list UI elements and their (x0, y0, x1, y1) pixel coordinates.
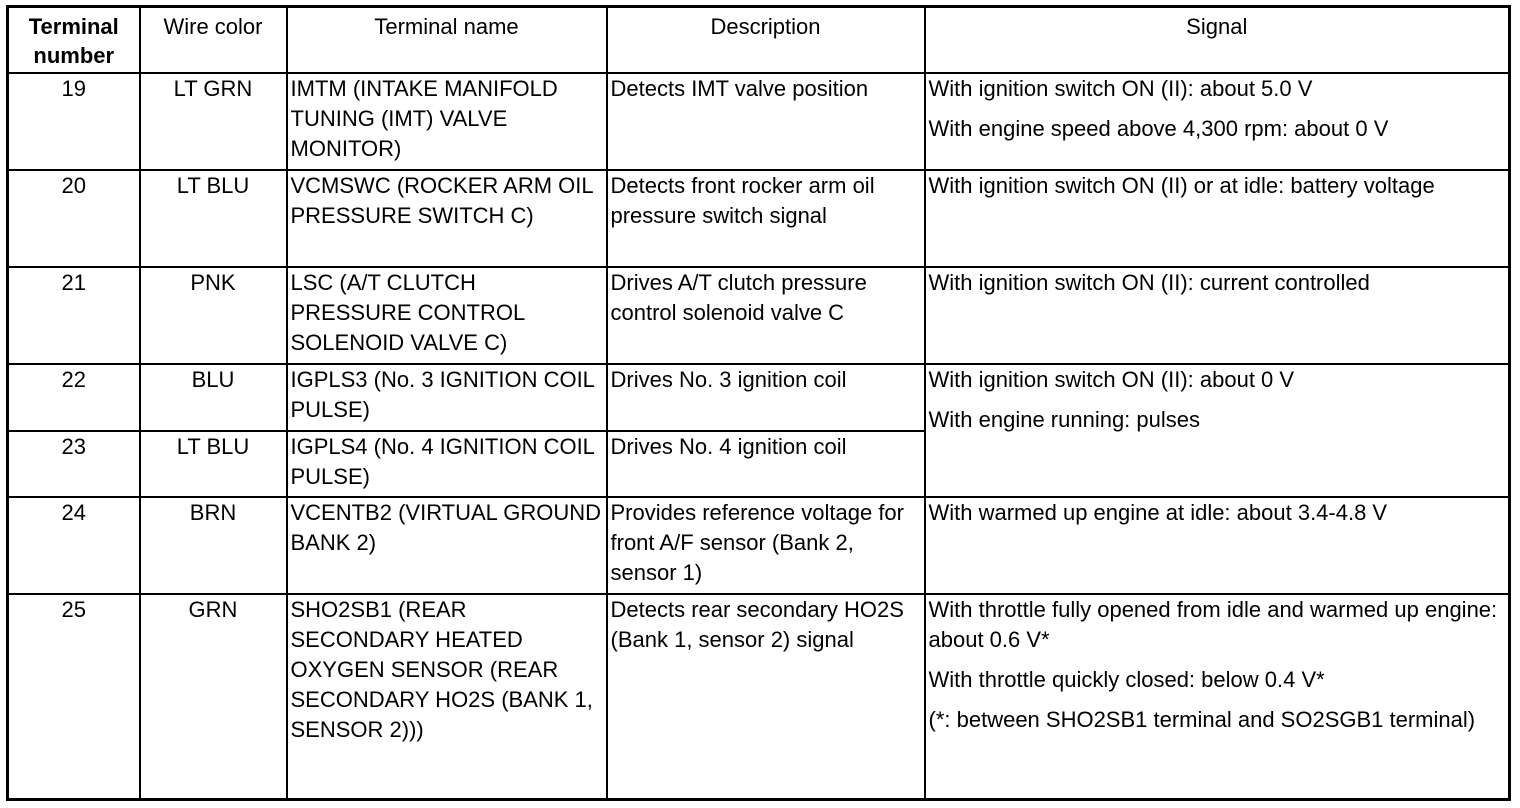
terminal-name: VCMSWC (ROCKER ARM OIL PRESSURE SWITCH C) (287, 170, 607, 267)
terminal-signal (925, 267, 1510, 364)
terminal-name: SHO2SB1 (REAR SECONDARY HEATED OXYGEN SENSOR (REAR SECONDARY HO2S (BANK 1, SENSOR 2))) (287, 594, 607, 800)
terminal-number: 23 (8, 431, 140, 497)
terminal-number: 20 (8, 170, 140, 267)
wire-color: LT BLU (140, 431, 287, 497)
table-row (8, 267, 1510, 364)
table-row (8, 364, 1510, 431)
terminal-name: IGPLS4 (No. 4 IGNITION COIL PULSE) (287, 431, 607, 497)
terminal-signal (925, 73, 1510, 170)
terminal-description: Detects rear secondary HO2S (Bank 1, sensor 2) signal (607, 594, 925, 800)
signal-line: With ignition switch ON (II): about 5.0 V (928, 75, 1313, 101)
terminal-description: Drives No. 3 ignition coil (607, 364, 925, 431)
signal-line: With engine speed above 4,300 rpm: about 0 V (928, 115, 1389, 141)
table-header-row (8, 7, 1510, 73)
terminal-signal (925, 170, 1510, 267)
wire-color: GRN (140, 594, 287, 800)
wire-color: BLU (140, 364, 287, 431)
header-terminal-number-line2: number (33, 43, 115, 68)
table-row (8, 73, 1510, 170)
wire-color: LT GRN (140, 73, 287, 170)
terminal-name: LSC (A/T CLUTCH PRESSURE CONTROL SOLENOID VALVE C) (287, 267, 607, 364)
terminal-signal (925, 364, 1510, 497)
signal-line: With warmed up engine at idle: about 3.4-4.8 V (928, 499, 1388, 525)
terminal-signal (925, 594, 1510, 800)
wire-color: LT BLU (140, 170, 287, 267)
terminal-number: 22 (8, 364, 140, 431)
table-row (8, 497, 1510, 594)
signal-line: (*: between SHO2SB1 terminal and SO2SGB1 terminal) (928, 706, 1476, 732)
header-wire-color: Wire color (140, 7, 287, 73)
table-row (8, 594, 1510, 800)
header-description: Description (607, 7, 925, 73)
terminal-description: Drives No. 4 ignition coil (607, 431, 925, 497)
terminal-description: Detects front rocker arm oil pressure switch signal (607, 170, 925, 267)
terminal-description: Drives A/T clutch pressure control solenoid valve C (607, 267, 925, 364)
header-terminal-name: Terminal name (287, 7, 607, 73)
header-terminal-number (8, 7, 140, 73)
wire-color: PNK (140, 267, 287, 364)
terminal-number: 25 (8, 594, 140, 800)
table-row (8, 170, 1510, 267)
terminal-number: 19 (8, 73, 140, 170)
header-signal: Signal (925, 7, 1510, 73)
signal-line: With throttle quickly closed: below 0.4 V* (928, 666, 1325, 692)
terminal-description: Provides reference voltage for front A/F sensor (Bank 2, sensor 1) (607, 497, 925, 594)
signal-line: With engine running: pulses (928, 406, 1200, 432)
terminal-signal (925, 497, 1510, 594)
signal-line: With ignition switch ON (II) or at idle: battery voltage (928, 172, 1435, 198)
terminal-name: VCENTB2 (VIRTUAL GROUND BANK 2) (287, 497, 607, 594)
terminal-name: IGPLS3 (No. 3 IGNITION COIL PULSE) (287, 364, 607, 431)
terminal-number: 21 (8, 267, 140, 364)
signal-line: With throttle fully opened from idle and warmed up engine: about 0.6 V* (928, 596, 1498, 652)
header-terminal-number-line1: Terminal (28, 14, 119, 39)
terminal-number: 24 (8, 497, 140, 594)
terminal-name: IMTM (INTAKE MANIFOLD TUNING (IMT) VALVE MONITOR) (287, 73, 607, 170)
signal-line: With ignition switch ON (II): about 0 V (928, 366, 1295, 392)
signal-line: With ignition switch ON (II): current controlled (928, 269, 1370, 295)
terminal-description: Detects IMT valve position (607, 73, 925, 170)
terminal-table (6, 5, 1511, 801)
wire-color: BRN (140, 497, 287, 594)
